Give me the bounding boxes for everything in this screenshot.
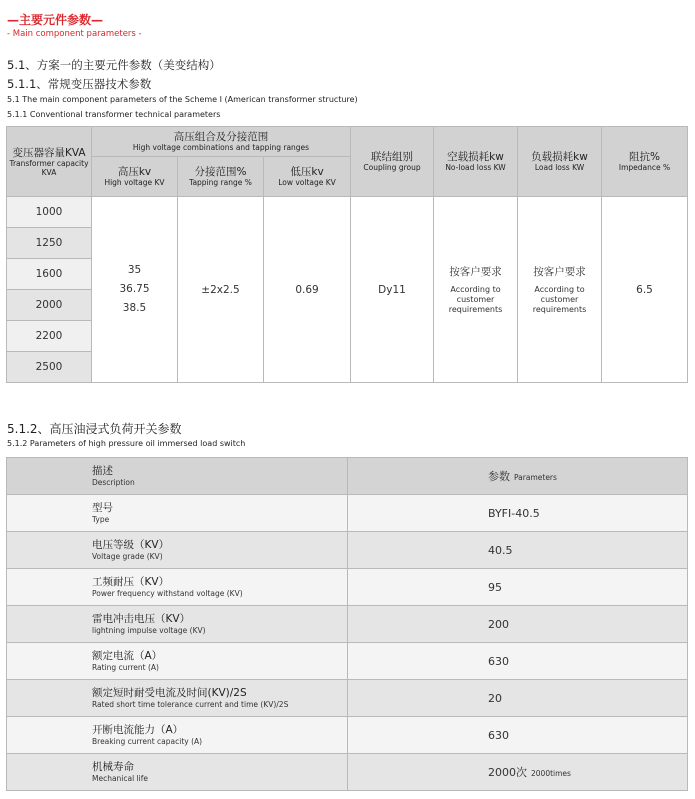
- description-header: 描述 Description: [7, 458, 348, 495]
- capacity-cell: 1000: [7, 197, 92, 228]
- capacity-cell: 2000: [7, 290, 92, 321]
- col-capacity-header: 变压器容量KVA Transformer capacity KVA: [7, 127, 92, 197]
- capacity-cell: 2500: [7, 352, 92, 383]
- col-load-header: 负载损耗kw Load loss KW: [518, 127, 602, 197]
- col-tap-header: 分接范围% Tapping range %: [178, 157, 264, 197]
- table-row: 额定电流（A） Rating current (A) 630: [7, 643, 688, 680]
- col-noload-header: 空载损耗kw No-load loss KW: [434, 127, 518, 197]
- table-row: 型号 Type BYFI-40.5: [7, 495, 688, 532]
- table-row: 雷电冲击电压（KV） lightning impulse voltage (KV) 200: [7, 606, 688, 643]
- table-row: 机械寿命 Mechanical life 2000次 2000times: [7, 754, 688, 791]
- table-row: 额定短时耐受电流及时间(KV)/2S Rated short time tolerance current and time (KV)/2S 20: [7, 680, 688, 717]
- col-hv-header: 高压kv High voltage KV: [92, 157, 178, 197]
- section-5-1-title: 5.1、方案一的主要元件参数（美变结构）: [7, 58, 221, 72]
- col-hv-group-header: 高压组合及分接范围 High voltage combinations and tapping ranges: [92, 127, 351, 157]
- capacity-cell: 1250: [7, 228, 92, 259]
- col-impedance-header: 阻抗% Impedance %: [602, 127, 688, 197]
- table-row: 开断电流能力（A） Breaking current capacity (A) 630: [7, 717, 688, 754]
- header-title-en: - Main component parameters -: [7, 29, 142, 39]
- col-coupling-header: 联结组别 Coupling group: [351, 127, 434, 197]
- lv-cell: 0.69: [264, 197, 351, 383]
- noload-loss-cell: 按客户要求 According to customer requirements: [434, 197, 518, 383]
- capacity-cell: 1600: [7, 259, 92, 290]
- load-loss-cell: 按客户要求 According to customer requirements: [518, 197, 602, 383]
- impedance-cell: 6.5: [602, 197, 688, 383]
- section-5-1-1-title: 5.1.1、常规变压器技术参数: [7, 77, 152, 91]
- section-5-1-2-title: 5.1.2、高压油浸式负荷开关参数: [7, 422, 182, 436]
- load-switch-parameters-table: [6, 457, 688, 791]
- section-5-1-2-title-en: 5.1.2 Parameters of high pressure oil immersed load switch: [7, 439, 246, 448]
- col-lv-header: 低压kv Low voltage KV: [264, 157, 351, 197]
- section-5-1-title-en: 5.1 The main component parameters of the Scheme I (American transformer structure): [7, 95, 358, 104]
- header-title-cn: —主要元件参数—: [7, 13, 104, 27]
- table-row: 电压等级（KV） Voltage grade (KV) 40.5: [7, 532, 688, 569]
- section-5-1-1-title-en: 5.1.1 Conventional transformer technical parameters: [7, 110, 221, 119]
- hv-values-cell: 35 36.75 38.5: [92, 197, 178, 383]
- transformer-parameters-table: [6, 126, 688, 383]
- table-row: 工频耐压（KV） Power frequency withstand voltage (KV) 95: [7, 569, 688, 606]
- parameters-header: 参数 Parameters: [348, 458, 688, 495]
- capacity-cell: 2200: [7, 321, 92, 352]
- tapping-cell: ±2x2.5: [178, 197, 264, 383]
- coupling-cell: Dy11: [351, 197, 434, 383]
